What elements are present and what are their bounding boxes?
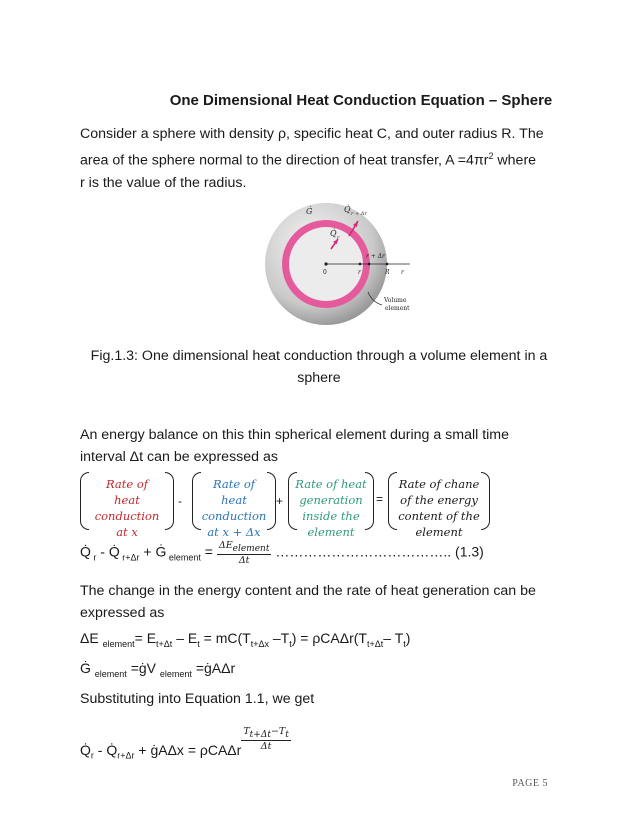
de-e-sub: t [289,638,292,649]
gen-c: =ġAΔr [191,660,236,676]
box4-line-2: of the energy [400,493,478,507]
caption-line-1: Fig.1.3: One dimensional heat conduction through a volume element in a [90,348,548,364]
eq13-q: Q̇ [80,543,91,560]
gen-a: Ġ [80,660,95,676]
intro-line-2-sup: 2 [488,151,494,161]
box4-line-3: content of the [398,509,480,523]
R-label: R [385,269,390,276]
left-paren [192,472,201,530]
eq13-sub-rdr: r+Δr [119,552,140,563]
final-b-sub: r+Δr [117,750,135,761]
right-paren [365,472,374,530]
eq13-num: ΔE [218,540,233,551]
de-g-sub: t [403,638,406,649]
q-out-sub-label: r + Δr [351,211,367,217]
box4-line-4: element [415,525,463,539]
final-num-t: T [243,726,250,737]
final-num-mid: −T [270,726,286,737]
balance-paragraph [80,424,550,468]
equation-1-3 [80,540,484,566]
box2-line-1: Rate of [212,477,256,491]
box2-line-2: heat [221,493,247,507]
eq13-sub-element: element [166,552,201,563]
box1-line-4: at x [116,525,138,539]
page-number: PAGE 5 [512,778,548,789]
eq13-minus-q: - Q̇ [96,543,120,560]
box2-line-4: at x + Δx [207,525,261,539]
generation-equation [80,660,235,679]
intro-line-1: Consider a sphere with density ρ, specific heat C, and outer radius R. The [80,126,544,142]
delta-e-equation [80,630,410,649]
de-d: = mC(T [199,630,251,646]
change-line-1: The change in the energy content and the rate of heat generation can be [80,583,536,599]
final-fraction [241,726,291,752]
element-label: element [385,305,410,312]
equals-operator: = [376,492,384,506]
final-equation [80,726,291,761]
intro-line-2-text: area of the sphere normal to the direction of heat transfer, A =4πr [80,152,489,169]
de-c-sub: t [197,638,200,649]
r-axis-label: r [401,269,404,276]
box3-line-4: element [307,525,355,539]
eq13-equals: = [200,543,213,560]
q-out-label: Q̇ [344,205,351,214]
de-e: –T [268,630,290,646]
box2-line-3: conduction [201,509,267,523]
final-c: + ġAΔx = ρCAΔr [134,741,242,758]
intro-line-2 [80,145,550,172]
g-label: Ġ [306,207,313,216]
box1-line-1: Rate of [105,477,149,491]
box3-line-1: Rate of heat [295,477,367,491]
final-a: Q̇ [80,741,91,758]
R-dot [386,263,389,266]
change-paragraph [80,580,550,624]
minus-operator: - [178,494,182,508]
de-f-sub: t+Δt [366,638,384,649]
right-paren [267,472,276,530]
figure-caption [80,345,558,389]
gen-b: =ġV [126,660,160,676]
gen-b-sub: element [159,668,192,679]
de-a-sub: element [102,638,135,649]
eq13-number: ……………………………….. (1.3) [271,543,484,560]
box1-line-3: conduction [94,509,160,523]
r-dot [359,263,362,266]
box1-line-2: heat [114,493,140,507]
final-b: - Q̇ [93,741,118,758]
final-a-sub: r [90,750,94,761]
change-line-2: expressed as [80,605,165,621]
matrix-box-2 [192,472,276,539]
balance-line-1: An energy balance on this thin spherical element during a small time [80,427,510,443]
r-label: r [358,269,361,276]
de-h: ) [405,630,411,646]
de-b: = E [134,630,157,646]
matrix-box-4 [388,472,490,539]
plus-operator: + [276,494,284,508]
origin-label: 0 [323,269,327,276]
final-den: Δt [260,740,272,752]
box4-line-1: Rate of chane [398,477,480,491]
de-c: – E [172,630,198,646]
de-f: ) = ρCAΔr(T [291,630,367,646]
right-paren [481,472,490,530]
eq13-plus-g: + Ġ [139,543,167,560]
eq13-sub-r: r [90,552,97,563]
q-in-label: Q̇ [330,229,337,238]
de-g: – T [383,630,404,646]
de-d-sub: t+Δx [250,638,269,649]
eq13-num-sub: element [232,543,270,554]
left-paren [288,472,297,530]
r-dr-dot [368,263,371,266]
eq13-den: Δt [238,554,250,566]
substitution-text: Substituting into Equation 1.1, we get [80,691,315,707]
q-in-sub-label: r [337,235,340,241]
origin-dot [324,262,327,265]
matrix-box-3 [288,472,374,539]
intro-paragraph [80,123,550,194]
gen-a-sub: element [94,668,127,679]
final-num-sub-1: t+Δt [249,729,271,740]
left-paren [80,472,89,530]
matrix-box-1 [80,472,174,539]
volume-label: Volume [384,297,407,304]
de-a: ΔE [80,630,103,646]
de-b-sub: t+Δt [156,638,173,649]
eq13-fraction [217,540,272,566]
balance-line-2: interval Δt can be expressed as [80,449,278,465]
box3-line-2: generation [299,493,363,507]
r-dr-label: r + Δr [366,253,385,260]
intro-line-3: r is the value of the radius. [80,174,247,191]
box3-line-3: inside the [302,509,360,523]
page-title: One Dimensional Heat Conduction Equation – Sphere [169,92,553,109]
sphere-figure [250,192,420,326]
right-paren [165,472,174,530]
intro-line-2-tail: where [493,152,537,169]
final-num-sub-2: t [285,729,289,740]
left-paren [388,472,397,530]
caption-line-2: sphere [297,370,341,386]
